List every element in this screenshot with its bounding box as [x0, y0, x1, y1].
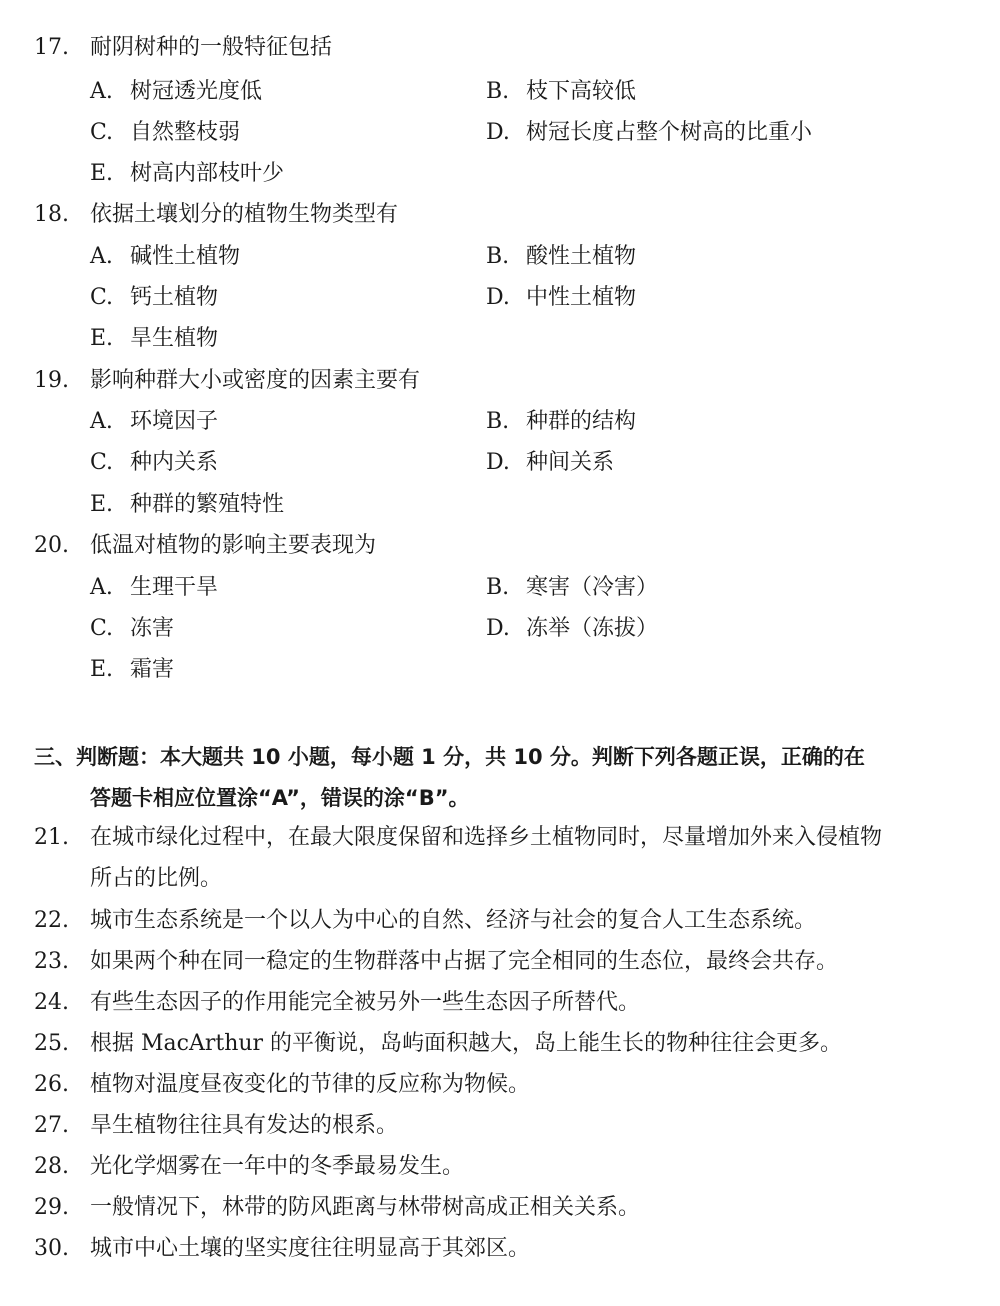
option-text: 枝下高较低	[526, 79, 637, 104]
option-text: 自然整枝弱	[130, 120, 241, 145]
option-label: B.	[486, 244, 510, 269]
option-label: D.	[486, 120, 510, 145]
question-number: 29.	[34, 1195, 69, 1220]
question-number: 23.	[34, 949, 69, 974]
option-label: E.	[90, 657, 114, 682]
option-label: A.	[90, 575, 113, 600]
option-c	[90, 448, 218, 478]
question-text: 依据土壤划分的植物生物类型有	[90, 202, 399, 227]
question-text: 低温对植物的影响主要表现为	[90, 533, 377, 558]
option-text: 树高内部枝叶少	[130, 161, 285, 186]
option-e	[90, 324, 218, 354]
option-a	[90, 407, 218, 437]
option-text: 冻害	[130, 616, 175, 641]
option-label: A.	[90, 409, 113, 434]
option-e	[90, 655, 174, 685]
question-number: 19.	[34, 368, 69, 393]
question-number: 21.	[34, 825, 69, 850]
question-text: 光化学烟雾在一年中的冬季最易发生。	[90, 1154, 465, 1179]
option-d	[486, 118, 812, 148]
option-text: 钙土植物	[130, 285, 219, 310]
option-label: C.	[90, 450, 114, 475]
question-number: 20.	[34, 533, 69, 558]
question-number: 25.	[34, 1031, 69, 1056]
option-text: 中性土植物	[526, 285, 637, 310]
question-text: 植物对温度昼夜变化的节律的反应称为物候。	[90, 1072, 531, 1097]
question-text: 影响种群大小或密度的因素主要有	[90, 368, 421, 393]
option-b	[486, 77, 636, 107]
option-text: 环境因子	[130, 409, 219, 434]
option-text: 酸性土植物	[526, 244, 637, 269]
option-text: 种内关系	[130, 450, 219, 475]
option-text: 树冠透光度低	[130, 79, 263, 104]
question-text: 城市中心土壤的坚实度往往明显高于其郊区。	[90, 1236, 531, 1261]
option-label: C.	[90, 285, 114, 310]
section-heading-line1: 三、判断题：本大题共 10 小题，每小题 1 分，共 10 分。判断下列各题正误，正确的在	[34, 745, 865, 769]
option-b	[486, 407, 636, 437]
option-label: B.	[486, 575, 510, 600]
option-label: D.	[486, 616, 510, 641]
option-label: B.	[486, 79, 510, 104]
option-a	[90, 242, 240, 272]
option-b	[486, 242, 636, 272]
option-label: C.	[90, 120, 114, 145]
option-label: C.	[90, 616, 114, 641]
question-number: 18.	[34, 202, 69, 227]
question-number: 22.	[34, 908, 69, 933]
option-a	[90, 573, 218, 603]
option-text: 冻举（冻拔）	[526, 616, 659, 641]
option-label: D.	[486, 450, 510, 475]
question-number: 17.	[34, 35, 69, 60]
option-text: 种群的繁殖特性	[130, 492, 285, 517]
option-text: 种群的结构	[526, 409, 637, 434]
question-number: 26.	[34, 1072, 69, 1097]
option-e	[90, 490, 284, 520]
option-e	[90, 159, 284, 189]
option-label: E.	[90, 326, 114, 351]
question-text: 旱生植物往往具有发达的根系。	[90, 1113, 399, 1138]
option-d	[486, 448, 614, 478]
option-label: E.	[90, 492, 114, 517]
question-text: 耐阴树种的一般特征包括	[90, 35, 333, 60]
question-text: 在城市绿化过程中，在最大限度保留和选择乡土植物同时，尽量增加外来入侵植物	[90, 825, 883, 850]
question-text: 有些生态因子的作用能完全被另外一些生态因子所替代。	[90, 990, 641, 1015]
option-a	[90, 77, 262, 107]
option-text: 种间关系	[526, 450, 615, 475]
option-label: B.	[486, 409, 510, 434]
question-text: 城市生态系统是一个以人为中心的自然、经济与社会的复合人工生态系统。	[90, 908, 817, 933]
question-number: 27.	[34, 1113, 69, 1138]
option-text: 生理干旱	[130, 575, 219, 600]
option-text: 树冠长度占整个树高的比重小	[526, 120, 813, 145]
option-label: A.	[90, 244, 113, 269]
question-number: 24.	[34, 990, 69, 1015]
option-label: D.	[486, 285, 510, 310]
question-number: 28.	[34, 1154, 69, 1179]
option-text: 寒害（冷害）	[526, 575, 659, 600]
section-heading-line2: 答题卡相应位置涂“A”，错误的涂“B”。	[90, 786, 470, 810]
option-d	[486, 283, 636, 313]
option-c	[90, 118, 240, 148]
option-label: E.	[90, 161, 114, 186]
option-c	[90, 283, 218, 313]
option-text: 碱性土植物	[130, 244, 241, 269]
question-text: 如果两个种在同一稳定的生物群落中占据了完全相同的生态位，最终会共存。	[90, 949, 839, 974]
option-text: 霜害	[130, 657, 175, 682]
option-d	[486, 614, 658, 644]
question-text-continued: 所占的比例。	[90, 866, 223, 891]
option-c	[90, 614, 174, 644]
option-text: 旱生植物	[130, 326, 219, 351]
option-b	[486, 573, 658, 603]
question-text: 一般情况下，林带的防风距离与林带树高成正相关关系。	[90, 1195, 641, 1220]
question-text: 根据 MacArthur 的平衡说，岛屿面积越大，岛上能生长的物种往往会更多。	[90, 1031, 843, 1056]
question-number: 30.	[34, 1236, 69, 1261]
option-label: A.	[90, 79, 113, 104]
